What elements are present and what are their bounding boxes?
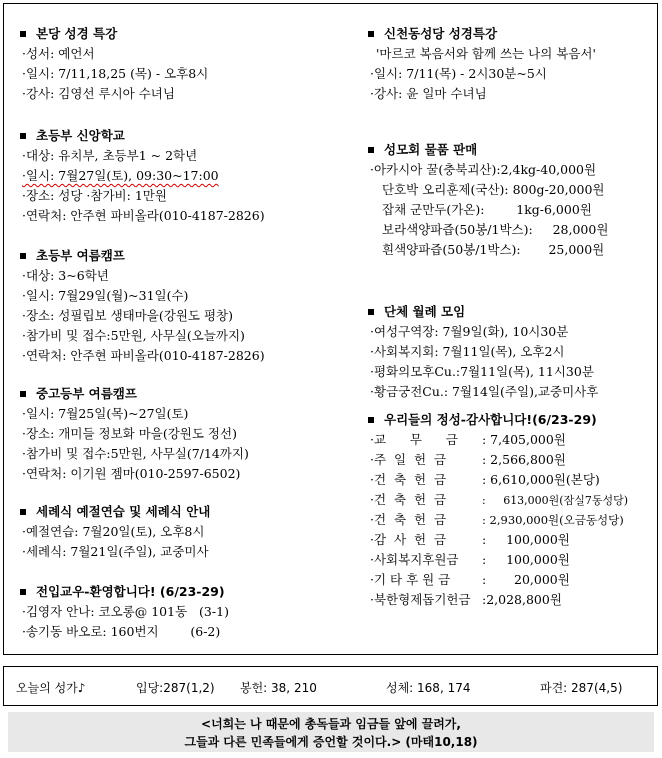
square-bullet-icon — [20, 391, 26, 397]
info-line: ·장소: 성필립보 생태마을(강원도 평창) — [22, 308, 233, 323]
section-title: 중고등부 여름캠프 — [18, 384, 348, 404]
info-line: ·연락처: 안주현 파비올라(010-4187-2826) — [22, 208, 265, 223]
info-line: ·일시: 7월27일(토), 09:30~17:00 — [22, 168, 219, 183]
verse-line: 그들과 다른 민족들에게 증언할 것이다.> (마태10,18) — [184, 735, 478, 749]
section-bible-lecture — [18, 24, 348, 104]
info-line: ·김영자 안나: 코오롱@ 101동 (3-1) — [22, 604, 229, 619]
offering-row: ·북한형제돕기헌금 :2,028,800원 — [370, 592, 562, 607]
info-line: ·성서: 예언서 — [22, 46, 95, 61]
square-bullet-icon — [20, 253, 26, 259]
offering-row: ·건 축 헌 금 : 2,930,000원(오금동성당) — [370, 512, 624, 527]
bulletin-frame — [3, 3, 658, 655]
offering-row: ·건 축 헌 금 : 613,000원(잠실7동성당) — [370, 492, 629, 507]
square-bullet-icon — [368, 31, 374, 37]
hymn-label: 오늘의 성가♪ — [16, 681, 86, 695]
square-bullet-icon — [368, 147, 374, 153]
offering-row: ·건 축 헌 금 : 6,610,000원(본당) — [370, 472, 600, 487]
section-title: 전입교우-환영합니다! (6/23-29) — [18, 582, 348, 602]
section-title: 성모회 물품 판매 — [366, 140, 656, 160]
verse-line: <너희는 나 때문에 총독들과 임금들 앞에 끌려가, — [201, 717, 461, 731]
section-elementary-camp — [18, 246, 348, 366]
section-monthly-meetings — [366, 302, 656, 402]
info-line: ·대상: 유치부, 초등부1 ~ 2학년 — [22, 148, 198, 163]
offering-row: ·기 타 후 원 금 : 20,000원 — [370, 572, 570, 587]
info-line: ·장소: 개미들 정보화 마을(강원도 정선) — [22, 426, 237, 441]
info-line: ·황금궁전Cu.: 7월14일(주일),교중미사후 — [370, 384, 599, 399]
square-bullet-icon — [20, 31, 26, 37]
info-line: ·일시: 7/11,18,25 (목) - 오후8시 — [22, 66, 209, 81]
info-line: ·참가비 및 접수:5만원, 사무실(오늘까지) — [22, 328, 245, 343]
section-baptism — [18, 502, 348, 562]
sale-item: ·아카시아 꿀(충북괴산):2,4kg-40,000원 — [370, 162, 597, 177]
sale-item: 흰색양파즙(50봉/1박스): 25,000원 — [382, 242, 605, 257]
info-line: '마르코 복음서와 함께 쓰는 나의 복음서' — [376, 46, 596, 61]
sale-item: 보라색양파즙(50봉/1박스): 28,000원 — [382, 222, 609, 237]
info-line: ·강사: 윤 일마 수녀님 — [370, 86, 487, 101]
section-title: 우리들의 정성-감사합니다!(6/23-29) — [366, 410, 656, 430]
sale-item: 잡채 군만두(가온): 1kg-6,000원 — [382, 202, 592, 217]
info-line: ·예절연습: 7월20일(토), 오후8시 — [22, 524, 205, 539]
section-youth-camp — [18, 384, 348, 484]
square-bullet-icon — [20, 589, 26, 595]
section-faith-school — [18, 126, 348, 226]
info-line: ·연락처: 안주현 파비올라(010-4187-2826) — [22, 348, 265, 363]
square-bullet-icon — [20, 509, 26, 515]
info-line: ·연락처: 이기원 젬마(010-2597-6502) — [22, 466, 241, 481]
info-line: ·강사: 김영선 루시아 수녀님 — [22, 86, 175, 101]
section-sincheon-lecture — [366, 24, 656, 104]
section-title: 신천동성당 성경특강 — [366, 24, 656, 44]
hymn-offertory: 봉헌: 38, 210 — [240, 681, 317, 695]
hymn-bar — [3, 666, 658, 706]
offering-row: ·감 사 헌 금 : 100,000원 — [370, 532, 570, 547]
info-line: ·평화의모후Cu.:7월11일(목), 11시30분 — [370, 364, 594, 379]
hymn-communion: 성체: 168, 174 — [386, 681, 471, 695]
square-bullet-icon — [368, 309, 374, 315]
square-bullet-icon — [368, 417, 374, 423]
info-line: ·장소: 성당 ·참가비: 1만원 — [22, 188, 167, 203]
offering-row: ·사회복지후원금 : 100,000원 — [370, 552, 570, 567]
section-title: 본당 성경 특강 — [18, 24, 348, 44]
section-title: 단체 월례 모임 — [366, 302, 656, 322]
info-line: ·일시: 7월29일(월)~31일(수) — [22, 288, 189, 303]
info-line: ·참가비 및 접수:5만원, 사무실(7/14까지) — [22, 446, 249, 461]
info-line: ·일시: 7/11(목) - 2시30분~5시 — [370, 66, 547, 81]
hymn-entrance: 입당:287(1,2) — [136, 681, 215, 695]
info-line: ·사회복지회: 7월11일(목), 오후2시 — [370, 344, 565, 359]
section-title: 초등부 신앙학교 — [18, 126, 348, 146]
section-title: 초등부 여름캠프 — [18, 246, 348, 266]
hymn-dismissal: 파견: 287(4,5) — [540, 681, 623, 695]
info-line: ·송기동 바오로: 160번지 (6-2) — [22, 624, 221, 639]
section-title: 세례식 예절연습 및 세례식 안내 — [18, 502, 348, 522]
offering-row: ·교 무 금 : 7,405,000원 — [370, 432, 566, 447]
offering-row: ·주 일 헌 금 : 2,566,800원 — [370, 452, 566, 467]
sale-item: 단호박 오리훈제(국산): 800g-20,000원 — [382, 182, 605, 197]
info-line: ·여성구역장: 7월9일(화), 10시30분 — [370, 324, 569, 339]
section-offerings — [366, 410, 656, 610]
info-line: ·일시: 7월25일(목)~27일(토) — [22, 406, 189, 421]
info-line: ·세례식: 7월21일(주일), 교중미사 — [22, 544, 209, 559]
section-new-members — [18, 582, 348, 642]
bible-verse — [8, 712, 654, 752]
square-bullet-icon — [20, 133, 26, 139]
section-sale — [366, 140, 656, 260]
info-line: ·대상: 3~6학년 — [22, 268, 109, 283]
